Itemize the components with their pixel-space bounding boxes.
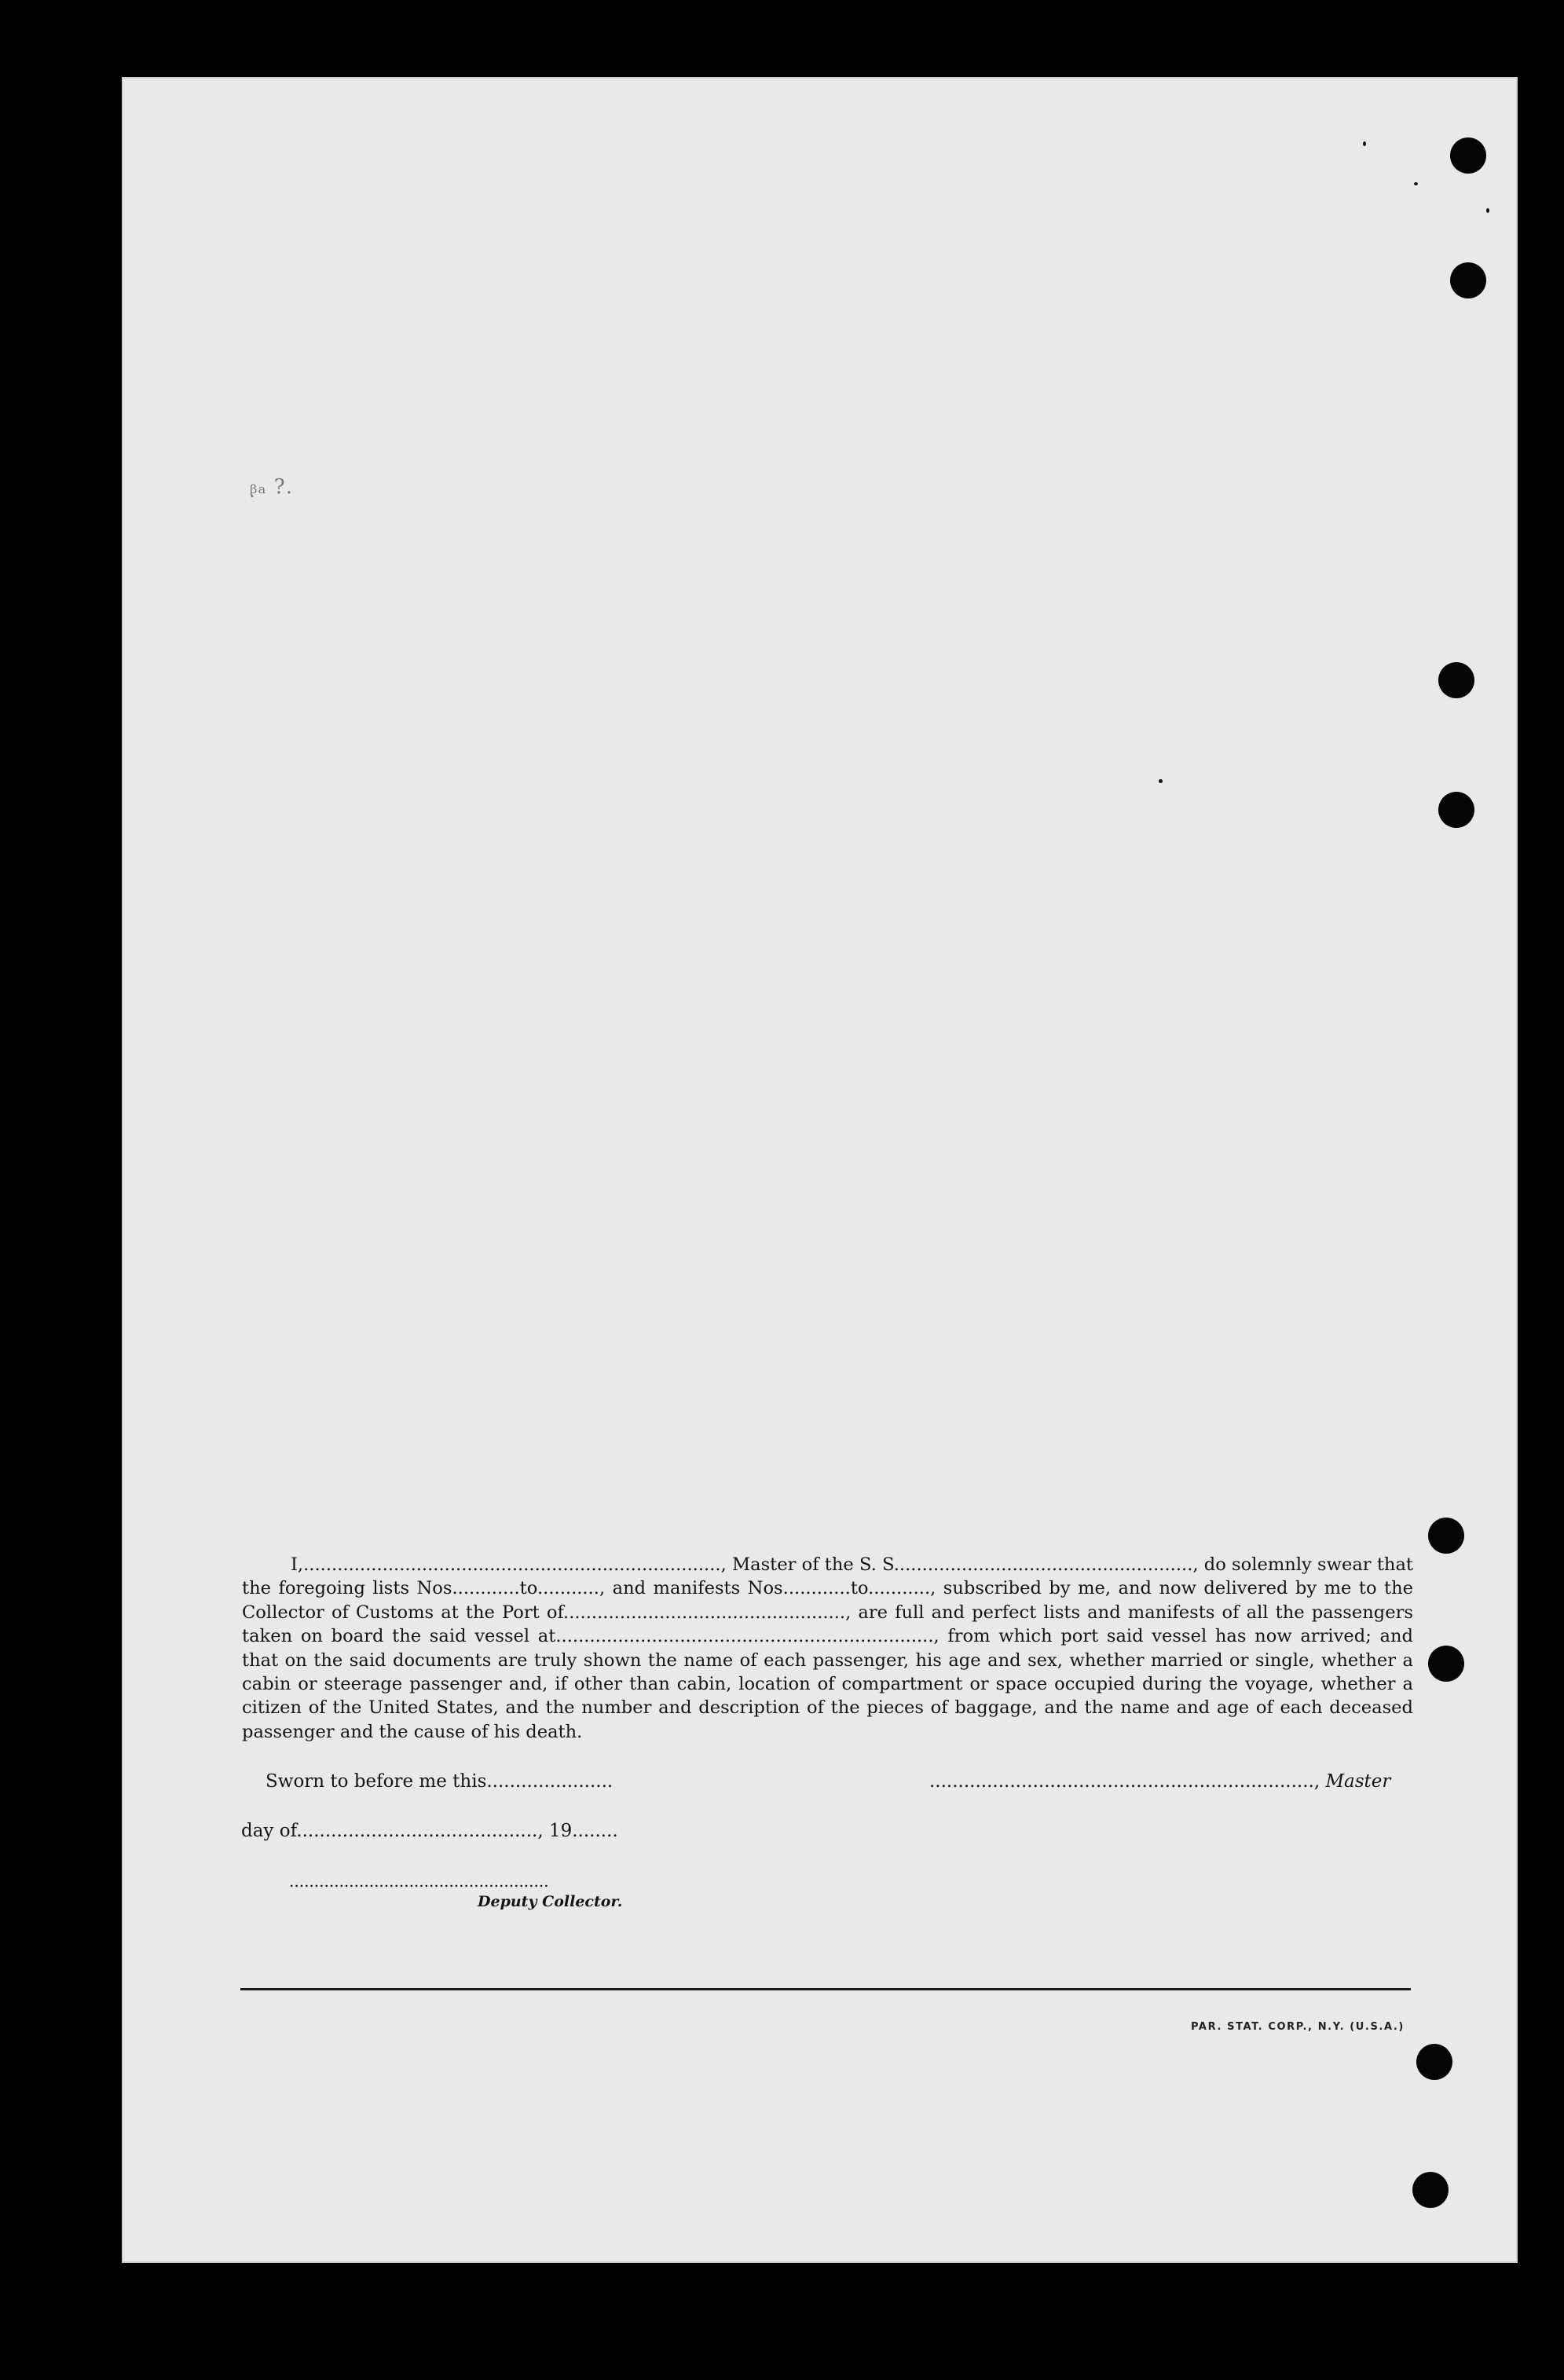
punch-hole xyxy=(1412,2172,1449,2208)
date-line: day of.........................................., 19........ xyxy=(241,1821,618,1841)
horizontal-rule xyxy=(240,1988,1411,1990)
punch-hole xyxy=(1416,2044,1452,2080)
punch-hole xyxy=(1438,662,1474,698)
punch-hole xyxy=(1428,1646,1464,1682)
speck xyxy=(1486,208,1489,213)
speck xyxy=(1363,141,1366,146)
speck xyxy=(1414,182,1418,185)
punch-hole xyxy=(1438,792,1474,828)
master-label: Master xyxy=(1325,1771,1391,1792)
sworn-line: Sworn to before me this...................... xyxy=(266,1771,614,1792)
oath-text: I,.........................................................................., Master of the S. S....................................................., do solemnly swear that the foregoing lists Nos............to..........., and manifests Nos............to..........., subscribed by me, and now delivered by me to the Collector of Customs at the Port of.................................................., are full and perfect lists and manifests of all the passengers taken on board the said vessel at..................................................................., from which port said vessel has now arrived; and that on the said documents are truly shown the name of each passenger, his age and sex, whether married or single, whether a cabin or steerage passenger and, if other than cabin, location of compartment or space occupied during the voyage, whether a citizen of the United States, and the number and description of the pieces of baggage, and the name and age of each deceased passenger and the cause of his death. xyxy=(242,1554,1413,1742)
master-signature-dots: ..................................................................., xyxy=(929,1771,1320,1792)
oath-paragraph xyxy=(242,1553,1413,1744)
margin-note: ᵦ̣ₐ ?. xyxy=(250,475,293,499)
printer-imprint: PAR. STAT. CORP., N.Y. (U.S.A.) xyxy=(1191,2021,1405,2033)
punch-hole xyxy=(1450,137,1486,174)
deputy-signature-dots: .................................................... xyxy=(289,1872,549,1891)
punch-hole xyxy=(1450,262,1486,298)
speck xyxy=(1159,779,1163,783)
paper-sheet xyxy=(122,77,1518,2263)
master-signature-line xyxy=(929,1771,1390,1792)
punch-hole xyxy=(1428,1518,1464,1554)
deputy-collector-label: Deputy Collector. xyxy=(478,1893,623,1910)
